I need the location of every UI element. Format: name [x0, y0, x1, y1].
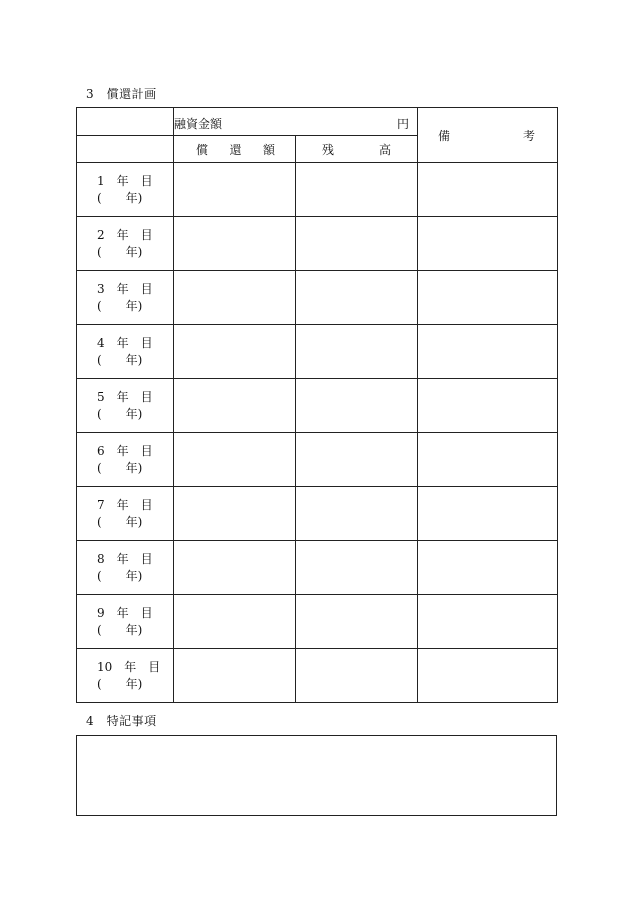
year-number: 6 年 目 — [97, 443, 153, 458]
year-placeholder: ( 年) — [97, 676, 143, 691]
year-number: 4 年 目 — [97, 335, 153, 350]
year-number: 8 年 目 — [97, 551, 153, 566]
balance-cell[interactable] — [296, 217, 418, 271]
table-row — [77, 163, 558, 217]
repayment-amount-cell[interactable] — [174, 487, 296, 541]
table-row — [77, 649, 558, 703]
balance-char: 高 — [378, 142, 391, 157]
remarks-cell[interactable] — [418, 541, 558, 595]
balance-cell[interactable] — [296, 379, 418, 433]
remarks-cell[interactable] — [418, 649, 558, 703]
remarks-cell[interactable] — [418, 595, 558, 649]
repayment-char: 還 — [229, 142, 242, 157]
year-number: 5 年 目 — [97, 389, 153, 404]
year-label-cell — [77, 541, 174, 595]
year-number: 10 年 目 — [97, 659, 161, 674]
year-placeholder: ( 年) — [97, 190, 143, 205]
section-3-heading: 3 償還計画 — [86, 87, 157, 101]
loan-amount-label: 融資金額 — [174, 117, 223, 131]
balance-cell[interactable] — [296, 433, 418, 487]
year-placeholder: ( 年) — [97, 352, 143, 367]
year-number: 3 年 目 — [97, 281, 153, 296]
remarks-cell[interactable] — [418, 379, 558, 433]
repayment-amount-cell[interactable] — [174, 217, 296, 271]
remarks-cell[interactable] — [418, 163, 558, 217]
year-label-cell — [77, 163, 174, 217]
year-label-cell — [77, 271, 174, 325]
year-placeholder: ( 年) — [97, 406, 143, 421]
repayment-amount-cell[interactable] — [174, 271, 296, 325]
balance-cell[interactable] — [296, 325, 418, 379]
repayment-header — [174, 136, 296, 163]
year-number: 7 年 目 — [97, 497, 153, 512]
remarks-cell[interactable] — [418, 271, 558, 325]
repayment-amount-cell[interactable] — [174, 595, 296, 649]
year-number: 9 年 目 — [97, 605, 153, 620]
year-label-cell — [77, 487, 174, 541]
corner-cell-top — [77, 108, 174, 136]
year-placeholder: ( 年) — [97, 298, 143, 313]
balance-cell[interactable] — [296, 163, 418, 217]
table-row — [77, 271, 558, 325]
repayment-amount-cell[interactable] — [174, 433, 296, 487]
loan-amount-cell[interactable] — [174, 108, 418, 136]
year-label-cell — [77, 325, 174, 379]
special-notes-box[interactable] — [76, 735, 557, 816]
table-row — [77, 487, 558, 541]
table-row — [77, 379, 558, 433]
section-4-heading: 4 特記事項 — [86, 714, 157, 728]
table-row — [77, 325, 558, 379]
year-placeholder: ( 年) — [97, 514, 143, 529]
remarks-char: 備 — [438, 128, 451, 143]
repayment-plan-table — [76, 107, 558, 703]
table-row — [77, 433, 558, 487]
repayment-char: 償 — [196, 142, 209, 157]
table-row — [77, 541, 558, 595]
table-row — [77, 217, 558, 271]
year-placeholder: ( 年) — [97, 244, 143, 259]
balance-cell[interactable] — [296, 595, 418, 649]
table-row — [77, 595, 558, 649]
remarks-cell[interactable] — [418, 325, 558, 379]
remarks-cell[interactable] — [418, 217, 558, 271]
year-label-cell — [77, 649, 174, 703]
remarks-cell[interactable] — [418, 487, 558, 541]
balance-header — [296, 136, 418, 163]
balance-cell[interactable] — [296, 271, 418, 325]
year-label-cell — [77, 379, 174, 433]
year-label-cell — [77, 433, 174, 487]
remarks-header — [418, 108, 558, 163]
remarks-cell[interactable] — [418, 433, 558, 487]
repayment-char: 額 — [262, 142, 275, 157]
repayment-amount-cell[interactable] — [174, 325, 296, 379]
balance-cell[interactable] — [296, 649, 418, 703]
year-placeholder: ( 年) — [97, 460, 143, 475]
repayment-amount-cell[interactable] — [174, 541, 296, 595]
balance-cell[interactable] — [296, 541, 418, 595]
year-number: 1 年 目 — [97, 173, 153, 188]
remarks-char: 考 — [522, 128, 535, 143]
yen-unit: 円 — [396, 117, 409, 131]
year-placeholder: ( 年) — [97, 622, 143, 637]
repayment-amount-cell[interactable] — [174, 163, 296, 217]
year-label-cell — [77, 595, 174, 649]
corner-cell-bottom — [77, 136, 174, 163]
repayment-amount-cell[interactable] — [174, 649, 296, 703]
year-number: 2 年 目 — [97, 227, 153, 242]
year-placeholder: ( 年) — [97, 568, 143, 583]
balance-cell[interactable] — [296, 487, 418, 541]
balance-char: 残 — [322, 142, 335, 157]
repayment-amount-cell[interactable] — [174, 379, 296, 433]
year-label-cell — [77, 217, 174, 271]
